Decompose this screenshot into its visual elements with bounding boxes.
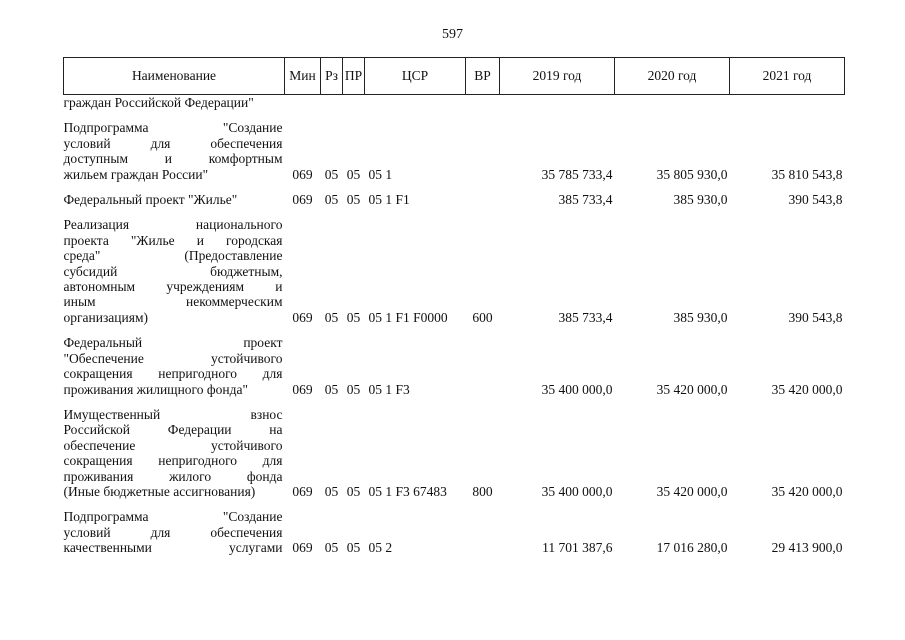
row-amount-2021: 35 420 000,0 <box>771 381 843 397</box>
row-amount-2020: 385 930,0 <box>673 192 728 208</box>
row-spacer <box>64 397 845 407</box>
row-name-line: граждан Российской Федерации" <box>63 95 254 110</box>
row-amount-2021: 35 420 000,0 <box>771 483 843 499</box>
row-amount-2019: 35 400 000,0 <box>541 483 613 499</box>
row-pr: 05 <box>346 540 361 556</box>
row-csr: 05 1 F3 <box>368 381 410 397</box>
table-body <box>64 95 845 556</box>
header-2020: 2020 год <box>615 58 730 95</box>
row-name <box>64 335 285 397</box>
row-vr <box>466 192 500 207</box>
row-name-line: Подпрограмма "Создание <box>63 509 283 525</box>
row-vr: 600 <box>472 309 493 325</box>
row-name-line: проекта "Жилье и городская <box>63 232 283 248</box>
row-amount-2019: 35 785 733,4 <box>541 166 613 182</box>
row-spacer-cell <box>64 182 845 192</box>
row-name-line: проживания жилого фонда <box>63 468 283 484</box>
row-name-line: субсидий бюджетным, <box>63 263 283 279</box>
row-name-line: условий для обеспечения <box>63 524 283 540</box>
row-pr: 05 <box>346 309 361 325</box>
row-name-line: обеспечение устойчивого <box>63 437 283 453</box>
row-spacer <box>64 499 845 509</box>
row-min: 069 <box>292 540 313 556</box>
row-name-line: Федеральный проект "Жилье" <box>63 192 238 208</box>
row-spacer-cell <box>64 397 845 407</box>
row-rz: 05 <box>324 166 339 182</box>
row-min: 069 <box>292 166 313 182</box>
row-name <box>64 120 285 182</box>
row-name <box>64 407 285 499</box>
row-spacer <box>64 325 845 335</box>
row-amount-2021: 390 543,8 <box>788 309 843 325</box>
row-name-line: Имущественный взнос <box>63 406 283 422</box>
row-amount-2020 <box>615 95 730 111</box>
header-rz: Рз <box>321 58 343 95</box>
row-name-line: жильем граждан России" <box>63 166 209 182</box>
table-row <box>64 217 845 325</box>
row-pr: 05 <box>346 166 361 182</box>
row-min: 069 <box>292 483 313 499</box>
row-spacer <box>64 182 845 192</box>
row-csr: 05 1 F1 F0000 <box>368 309 448 325</box>
page-number: 597 <box>442 27 463 42</box>
row-amount-2020: 17 016 280,0 <box>656 540 728 556</box>
row-spacer-cell <box>64 325 845 335</box>
row-spacer-cell <box>64 110 845 120</box>
table-row <box>64 95 845 111</box>
row-name-line: среда" (Предоставление <box>63 248 283 264</box>
row-name <box>64 217 285 325</box>
row-name-line: организациям) <box>63 309 149 325</box>
row-vr <box>466 335 500 397</box>
row-pr: 05 <box>346 381 361 397</box>
row-amount-2020: 35 420 000,0 <box>656 483 728 499</box>
row-vr <box>466 95 500 111</box>
row-amount-2020: 385 930,0 <box>673 309 728 325</box>
row-min: 069 <box>292 309 313 325</box>
row-amount-2020: 35 420 000,0 <box>656 381 728 397</box>
row-name <box>64 509 285 555</box>
row-pr: 05 <box>346 483 361 499</box>
row-name-line: условий для обеспечения <box>63 135 283 151</box>
row-amount-2021: 29 413 900,0 <box>771 540 843 556</box>
row-name-line: иным некоммерческим <box>63 294 283 310</box>
row-vr <box>466 120 500 182</box>
row-pr <box>343 95 365 111</box>
header-name: Наименование <box>64 58 285 95</box>
row-amount-2019: 385 733,4 <box>558 309 613 325</box>
row-name-line: Федеральный проект <box>63 335 283 351</box>
table-row <box>64 407 845 499</box>
table-row <box>64 509 845 555</box>
row-name-line: (Иные бюджетные ассигнования) <box>63 483 256 499</box>
header-2019: 2019 год <box>500 58 615 95</box>
row-spacer <box>64 110 845 120</box>
row-name <box>64 95 285 111</box>
header-min: Мин <box>285 58 321 95</box>
row-name-line: доступным и комфортным <box>63 151 283 167</box>
row-name-line: Реализация национального <box>63 217 283 233</box>
row-name-line: Подпрограмма "Создание <box>63 120 283 136</box>
row-spacer-cell <box>64 207 845 217</box>
budget-table <box>63 57 845 556</box>
row-rz: 05 <box>324 483 339 499</box>
row-rz: 05 <box>324 381 339 397</box>
row-rz <box>321 95 343 111</box>
row-csr: 05 1 <box>368 166 393 182</box>
row-rz: 05 <box>324 192 339 208</box>
row-amount-2019: 35 400 000,0 <box>541 381 613 397</box>
table-row <box>64 120 845 182</box>
header-pr: ПР <box>343 58 365 95</box>
row-rz: 05 <box>324 540 339 556</box>
row-amount-2021: 35 810 543,8 <box>771 166 843 182</box>
row-spacer-cell <box>64 499 845 509</box>
row-vr: 800 <box>472 483 493 499</box>
row-name-line: "Обеспечение устойчивого <box>63 350 283 366</box>
row-amount-2019: 11 701 387,6 <box>542 540 613 556</box>
row-name-line: Российской Федерации на <box>63 422 283 438</box>
row-csr: 05 2 <box>368 540 393 556</box>
header-vr: ВР <box>466 58 500 95</box>
row-amount-2019 <box>500 95 615 111</box>
row-amount-2020: 35 805 930,0 <box>656 166 728 182</box>
row-vr <box>466 509 500 555</box>
row-spacer <box>64 207 845 217</box>
row-name-line: сокращения непригодного для <box>63 453 283 469</box>
row-csr: 05 1 F3 67483 <box>368 483 447 499</box>
row-amount-2019: 385 733,4 <box>558 192 613 208</box>
row-min <box>285 95 321 111</box>
row-rz: 05 <box>324 309 339 325</box>
row-amount-2021 <box>730 95 845 111</box>
row-min: 069 <box>292 192 313 208</box>
row-name-line: качественными услугами <box>63 540 283 556</box>
table-header <box>64 58 845 95</box>
header-csr: ЦСР <box>365 58 466 95</box>
row-name <box>64 192 285 207</box>
row-min: 069 <box>292 381 313 397</box>
header-2021: 2021 год <box>730 58 845 95</box>
row-name-line: сокращения непригодного для <box>63 366 283 382</box>
row-csr <box>365 95 466 111</box>
table-row <box>64 335 845 397</box>
table-row <box>64 192 845 207</box>
row-name-line: проживания жилищного фонда" <box>63 381 248 397</box>
row-name-line: автономным учреждениям и <box>63 279 283 295</box>
row-csr: 05 1 F1 <box>368 192 410 208</box>
row-pr: 05 <box>346 192 361 208</box>
row-amount-2021: 390 543,8 <box>788 192 843 208</box>
